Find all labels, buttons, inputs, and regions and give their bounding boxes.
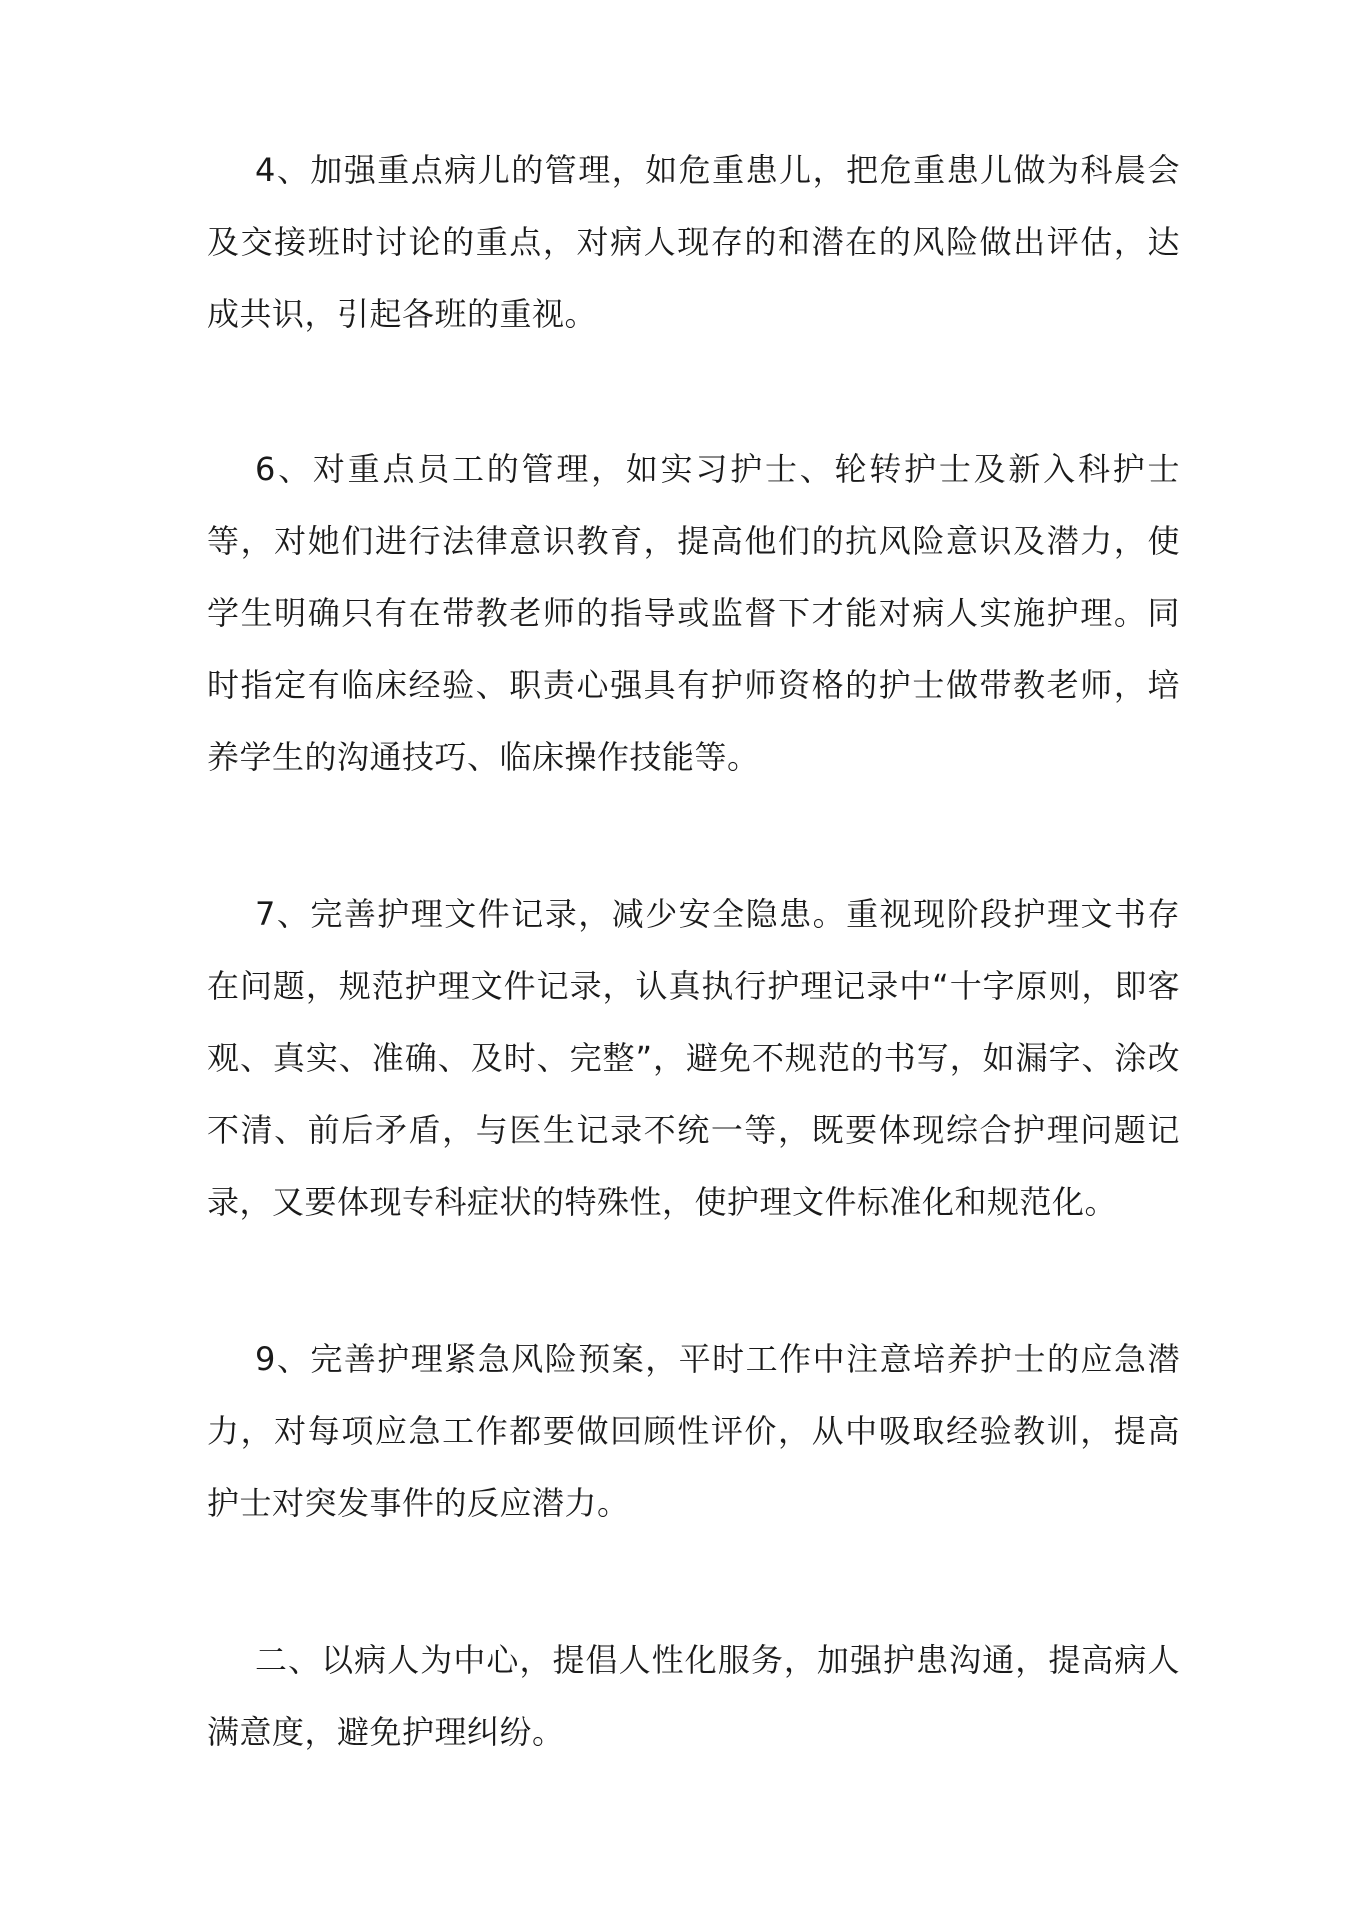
paragraph-item-9: 9、完善护理紧急风险预案，平时工作中注意培养护士的应急潜力，对每项应急工作都要做回顾性评价，从中吸取经验教训，提高护士对突发事件的反应潜力。 <box>207 1340 1180 1522</box>
document-body <box>207 134 1180 1768</box>
paragraph-item-4: 4、加强重点病儿的管理，如危重患儿，把危重患儿做为科晨会及交接班时讨论的重点，对病人现存的和潜在的风险做出评估，达成共识，引起各班的重视。 <box>207 151 1180 333</box>
paragraph-section-2: 二、以病人为中心，提倡人性化服务，加强护患沟通，提高病人满意度，避免护理纠纷。 <box>207 1641 1180 1751</box>
paragraph-item-6: 6、对重点员工的管理，如实习护士、轮转护士及新入科护士等，对她们进行法律意识教育，提高他们的抗风险意识及潜力，使学生明确只有在带教老师的指导或监督下才能对病人实施护理。同时指定有临床经验、职责心强具有护师资格的护士做带教老师，培养学生的沟通技巧、临床操作技能等。 <box>207 450 1180 776</box>
paragraph-item-7: 7、完善护理文件记录，减少安全隐患。重视现阶段护理文书存在问题，规范护理文件记录，认真执行护理记录中“十字原则，即客观、真实、准确、及时、完整”，避免不规范的书写，如漏字、涂改不清、前后矛盾，与医生记录不统一等，既要体现综合护理问题记录，又要体现专科症状的特殊性，使护理文件标准化和规范化。 <box>207 895 1180 1221</box>
